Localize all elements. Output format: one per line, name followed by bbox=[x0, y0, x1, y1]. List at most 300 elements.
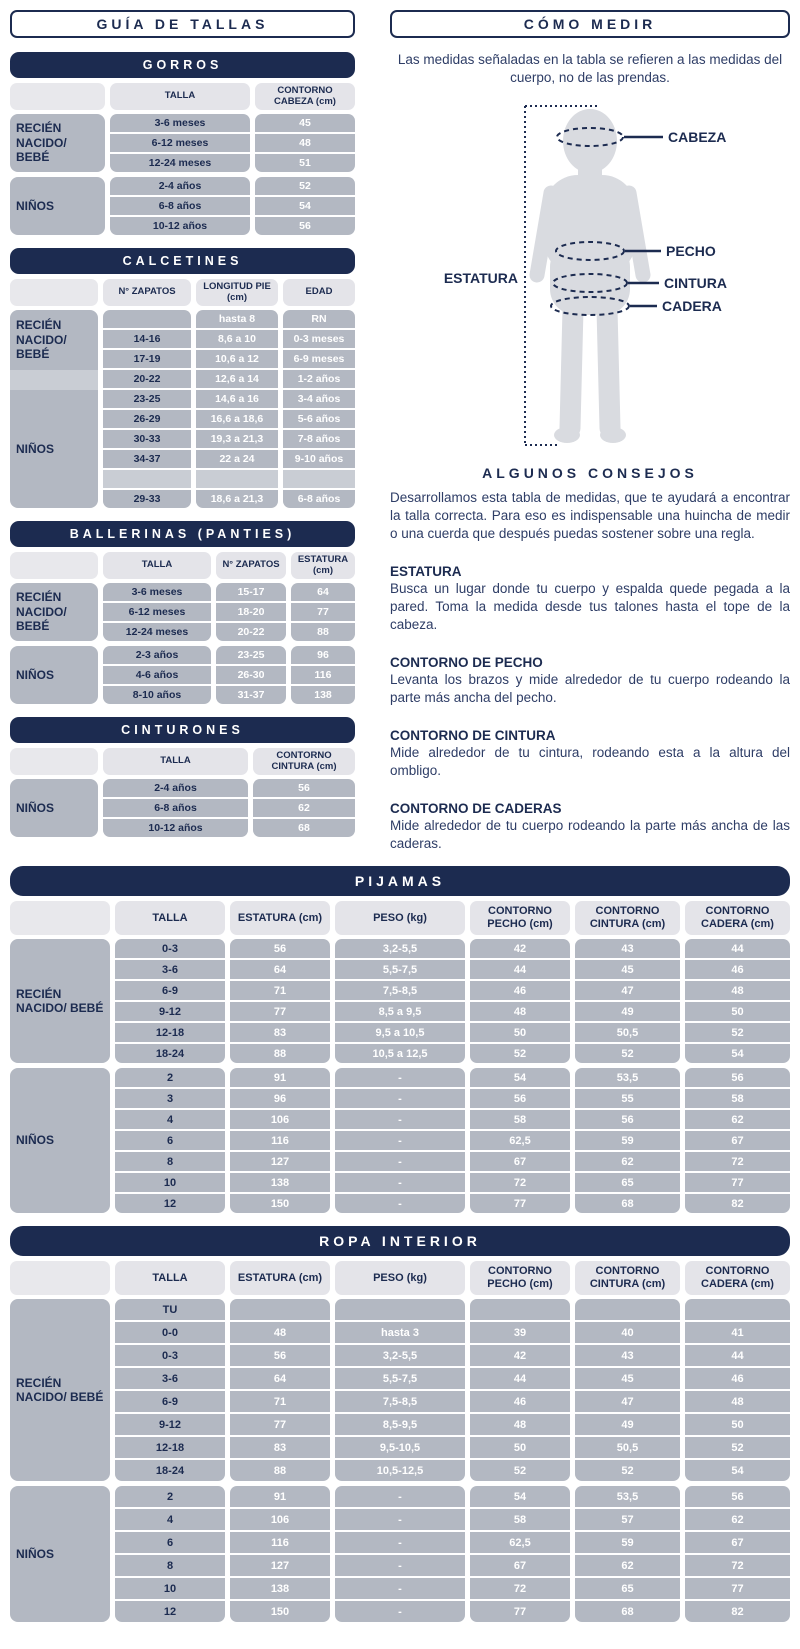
table-cell: 44 bbox=[470, 1368, 570, 1389]
calcetines-group-0 bbox=[10, 310, 355, 508]
ropa_interior-colhead: CONTORNO CINTURA (cm) bbox=[575, 1261, 680, 1295]
pijamas-column-headers bbox=[10, 901, 790, 935]
table-cell: 77 bbox=[685, 1578, 790, 1599]
table-cell: 12,6 a 14 bbox=[196, 370, 278, 388]
table-cell: 55 bbox=[575, 1089, 680, 1108]
table-cell: 48 bbox=[255, 134, 355, 152]
table-cell: 7,5-8,5 bbox=[335, 1391, 465, 1412]
table-cell: 54 bbox=[470, 1486, 570, 1507]
pijamas-colhead: ESTATURA (cm) bbox=[230, 901, 330, 935]
table-cell: 52 bbox=[575, 1460, 680, 1481]
table-cell: 18,6 a 21,3 bbox=[196, 490, 278, 508]
table-cell: 4 bbox=[115, 1110, 225, 1129]
table-cell: 46 bbox=[685, 960, 790, 979]
table-cell: 2 bbox=[115, 1068, 225, 1087]
body-diagram bbox=[390, 93, 790, 463]
table-cell: 18-20 bbox=[216, 603, 286, 621]
table-cell: 48 bbox=[470, 1002, 570, 1021]
table-cell bbox=[685, 1299, 790, 1320]
table-cell: 40 bbox=[575, 1322, 680, 1343]
table-cell: 48 bbox=[685, 1391, 790, 1412]
ballerinas-col-0-stack bbox=[103, 583, 211, 641]
pijamas-colhead: CONTORNO PECHO (cm) bbox=[470, 901, 570, 935]
ballerinas-colhead: ESTATURA (cm) bbox=[291, 552, 355, 579]
table-cell: hasta 8 bbox=[196, 310, 278, 328]
pijamas-col-5-stack bbox=[685, 1068, 790, 1213]
table-cell: 56 bbox=[685, 1486, 790, 1507]
table-cell: 46 bbox=[470, 981, 570, 1000]
table-cell: 56 bbox=[470, 1089, 570, 1108]
table-cell: 12 bbox=[115, 1194, 225, 1213]
table-cell: 65 bbox=[575, 1578, 680, 1599]
table-cell: 62 bbox=[685, 1509, 790, 1530]
table-cell: 43 bbox=[575, 939, 680, 958]
table-cell: 3-6 meses bbox=[110, 114, 250, 132]
ropa_interior-col-4-stack bbox=[575, 1486, 680, 1622]
table-cell: 56 bbox=[685, 1068, 790, 1087]
pijamas-colhead: TALLA bbox=[115, 901, 225, 935]
table-cell: 150 bbox=[230, 1194, 330, 1213]
table-cell: 12-24 meses bbox=[103, 623, 211, 641]
table-cell: - bbox=[335, 1194, 465, 1213]
table-cell: 5,5-7,5 bbox=[335, 960, 465, 979]
table-cell bbox=[335, 1299, 465, 1320]
table-cell: - bbox=[335, 1068, 465, 1087]
ropa_interior-colhead: PESO (kg) bbox=[335, 1261, 465, 1295]
table-cell: 50,5 bbox=[575, 1437, 680, 1458]
table-cell: 48 bbox=[230, 1322, 330, 1343]
pijamas-col-2-stack bbox=[335, 1068, 465, 1213]
table-cell: 14,6 a 16 bbox=[196, 390, 278, 408]
consejos-text: Desarrollamos esta tabla de medidas, que te ayudará a encontrar la talla correcta. Para eso es indispensable una huincha de medir o una cuerda que después puedas sostener sobre una regla. bbox=[390, 490, 790, 542]
table-cell: 9,5-10,5 bbox=[335, 1437, 465, 1458]
ropa_interior-group-1 bbox=[10, 1486, 790, 1622]
cinturones-colhead: CONTORNO CINTURA (cm) bbox=[253, 748, 355, 775]
table-cell: 8,5 a 9,5 bbox=[335, 1002, 465, 1021]
pijamas-colhead: CONTORNO CINTURA (cm) bbox=[575, 901, 680, 935]
table-cell: 65 bbox=[575, 1173, 680, 1192]
pijamas-col-0-stack bbox=[115, 939, 225, 1063]
ropa_interior-group-label: NIÑOS bbox=[10, 1486, 110, 1622]
table-cell bbox=[575, 1299, 680, 1320]
section-contorno-caderas bbox=[390, 801, 790, 853]
table-cell: 150 bbox=[230, 1601, 330, 1622]
table-cell: 82 bbox=[685, 1601, 790, 1622]
table-cell: 23-25 bbox=[216, 646, 286, 664]
table-cell: 3,2-5,5 bbox=[335, 939, 465, 958]
gorros-section-header: GORROS bbox=[10, 52, 355, 78]
table-cell: - bbox=[335, 1152, 465, 1171]
table-cell: 106 bbox=[230, 1509, 330, 1530]
table-cell: 9-12 bbox=[115, 1002, 225, 1021]
pijamas-col-4-stack bbox=[575, 939, 680, 1063]
table-cell: 45 bbox=[255, 114, 355, 132]
table-cell: 6-9 bbox=[115, 981, 225, 1000]
table-cell: 64 bbox=[291, 583, 355, 601]
table-cell: 2 bbox=[115, 1486, 225, 1507]
left-column bbox=[10, 10, 355, 837]
table-cell: 20-22 bbox=[103, 370, 191, 388]
table-cell: 138 bbox=[230, 1173, 330, 1192]
calcetines-group-label bbox=[10, 370, 98, 390]
ropa_interior-col-5-stack bbox=[685, 1486, 790, 1622]
left-tables bbox=[10, 52, 355, 837]
table-cell: 68 bbox=[575, 1601, 680, 1622]
calcetines-colhead: LONGITUD PIE (cm) bbox=[196, 279, 278, 306]
ropa_interior-col-5-stack bbox=[685, 1299, 790, 1481]
section-contorno-pecho-heading: CONTORNO DE PECHO bbox=[390, 655, 543, 671]
table-cell: 52 bbox=[685, 1437, 790, 1458]
table-cell: 26-29 bbox=[103, 410, 191, 428]
table-cell: 138 bbox=[230, 1578, 330, 1599]
table-cell: 39 bbox=[470, 1322, 570, 1343]
table-cell: RN bbox=[283, 310, 355, 328]
pijamas-group-label: NIÑOS bbox=[10, 1068, 110, 1213]
table-cell: 3-6 meses bbox=[103, 583, 211, 601]
table-cell: 58 bbox=[470, 1509, 570, 1530]
table-cell: 1-2 años bbox=[283, 370, 355, 388]
table-cell: 2-4 años bbox=[110, 177, 250, 195]
table-cell: 8,6 a 10 bbox=[196, 330, 278, 348]
table-cell: 6 bbox=[115, 1131, 225, 1150]
table-cell: 5-6 años bbox=[283, 410, 355, 428]
pijamas-col-3-stack bbox=[470, 1068, 570, 1213]
gorros-col-0-stack bbox=[110, 114, 250, 172]
table-cell: 12-24 meses bbox=[110, 154, 250, 172]
ballerinas-col-2-stack bbox=[291, 583, 355, 641]
table-cell: 91 bbox=[230, 1486, 330, 1507]
ballerinas-col-0-stack bbox=[103, 646, 211, 704]
table-cell: 6-8 años bbox=[283, 490, 355, 508]
gorros-group-label: RECIÉN NACIDO/ BEBÉ bbox=[10, 114, 105, 172]
table-cell: 83 bbox=[230, 1437, 330, 1458]
table-cell: 14-16 bbox=[103, 330, 191, 348]
table-cell: 10,5 a 12,5 bbox=[335, 1044, 465, 1063]
table-cell: 3 bbox=[115, 1089, 225, 1108]
pijamas-group-0 bbox=[10, 939, 790, 1063]
ropa_interior-section-header: ROPA INTERIOR bbox=[10, 1226, 790, 1256]
section-contorno-cintura bbox=[390, 728, 790, 780]
cinturones-col-0-stack bbox=[103, 779, 248, 837]
cinturones-col-1-stack bbox=[253, 779, 355, 837]
table-cell: 2-3 años bbox=[103, 646, 211, 664]
table-cell: 18-24 bbox=[115, 1460, 225, 1481]
table-cell: 62 bbox=[253, 799, 355, 817]
cinturones-section-header: CINTURONES bbox=[10, 717, 355, 743]
table-cell: 50 bbox=[470, 1437, 570, 1458]
table-cell: 127 bbox=[230, 1555, 330, 1576]
ropa_interior-colhead: CONTORNO CADERA (cm) bbox=[685, 1261, 790, 1295]
table-cell: 106 bbox=[230, 1110, 330, 1129]
ballerinas-col-1-stack bbox=[216, 646, 286, 704]
ballerinas-group-0 bbox=[10, 583, 355, 641]
table-cell: 6-8 años bbox=[103, 799, 248, 817]
cabeza-label: CABEZA bbox=[668, 129, 727, 146]
gorros-group-1 bbox=[10, 177, 355, 235]
table-cell: 77 bbox=[470, 1601, 570, 1622]
table-cell: 6-12 meses bbox=[103, 603, 211, 621]
ropa_interior-col-1-stack bbox=[230, 1486, 330, 1622]
ballerinas-group-label: NIÑOS bbox=[10, 646, 98, 704]
table-cell: 88 bbox=[230, 1044, 330, 1063]
pijamas-colhead: PESO (kg) bbox=[335, 901, 465, 935]
table-cell: 2-4 años bbox=[103, 779, 248, 797]
table-cell: 52 bbox=[470, 1044, 570, 1063]
table-cell: 62,5 bbox=[470, 1532, 570, 1553]
table-cell: 0-3 meses bbox=[283, 330, 355, 348]
body-diagram-svg bbox=[390, 93, 790, 458]
ropa_interior-table bbox=[10, 1226, 790, 1622]
table-cell: 29-33 bbox=[103, 490, 191, 508]
como-medir-intro: Las medidas señaladas en la tabla se refieren a las medidas del cuerpo, no de las prendas. bbox=[397, 52, 783, 86]
ballerinas-colhead: N° ZAPATOS bbox=[216, 552, 286, 579]
ropa_interior-colhead: TALLA bbox=[115, 1261, 225, 1295]
table-cell: 12 bbox=[115, 1601, 225, 1622]
table-cell: 6-12 meses bbox=[110, 134, 250, 152]
table-cell: 52 bbox=[575, 1044, 680, 1063]
pijamas-corner-cell bbox=[10, 901, 110, 935]
table-cell: 12-18 bbox=[115, 1023, 225, 1042]
calcetines-col-0-stack bbox=[103, 310, 191, 508]
table-cell: 46 bbox=[470, 1391, 570, 1412]
table-cell: 10,6 a 12 bbox=[196, 350, 278, 368]
table-cell: 3-4 años bbox=[283, 390, 355, 408]
ropa_interior-col-1-stack bbox=[230, 1299, 330, 1481]
table-cell: 26-30 bbox=[216, 666, 286, 684]
table-cell: 18-24 bbox=[115, 1044, 225, 1063]
cinturones-corner-cell bbox=[10, 748, 98, 775]
table-cell: 4-6 años bbox=[103, 666, 211, 684]
calcetines-table bbox=[10, 248, 355, 508]
ropa_interior-col-3-stack bbox=[470, 1299, 570, 1481]
estatura-label: ESTATURA bbox=[443, 270, 518, 287]
section-contorno-pecho bbox=[390, 655, 790, 707]
cinturones-group-label: NIÑOS bbox=[10, 779, 98, 837]
table-cell: 51 bbox=[255, 154, 355, 172]
table-cell: 54 bbox=[685, 1460, 790, 1481]
section-estatura-heading: ESTATURA bbox=[390, 564, 462, 580]
table-cell: 77 bbox=[470, 1194, 570, 1213]
table-cell: 16,6 a 18,6 bbox=[196, 410, 278, 428]
pecho-label: PECHO bbox=[666, 243, 716, 260]
ropa_interior-col-0-stack bbox=[115, 1299, 225, 1481]
table-cell: 31-37 bbox=[216, 686, 286, 704]
table-cell: 71 bbox=[230, 981, 330, 1000]
table-cell: 77 bbox=[230, 1414, 330, 1435]
table-cell: 48 bbox=[685, 981, 790, 1000]
table-cell: 9-12 bbox=[115, 1414, 225, 1435]
page-title: GUÍA DE TALLAS bbox=[10, 10, 355, 38]
table-cell: 8-10 años bbox=[103, 686, 211, 704]
table-cell: 67 bbox=[685, 1131, 790, 1150]
table-cell: 59 bbox=[575, 1131, 680, 1150]
table-cell: 44 bbox=[685, 939, 790, 958]
full-width-tables bbox=[10, 853, 790, 1622]
table-cell: 44 bbox=[470, 960, 570, 979]
cintura-label: CINTURA bbox=[664, 275, 727, 292]
table-cell: 67 bbox=[470, 1152, 570, 1171]
table-cell: 58 bbox=[685, 1089, 790, 1108]
table-cell bbox=[103, 310, 191, 328]
consejos-title: ALGUNOS CONSEJOS bbox=[482, 465, 698, 482]
table-cell: 47 bbox=[575, 1391, 680, 1412]
pijamas-section-header: PIJAMAS bbox=[10, 866, 790, 896]
table-cell: 8,5-9,5 bbox=[335, 1414, 465, 1435]
section-estatura-text: Busca un lugar donde tu cuerpo y espalda quede pegada a la pared. Toma la medida desde tus talones hasta el tope de la cabeza. bbox=[390, 581, 790, 633]
table-cell: 72 bbox=[470, 1578, 570, 1599]
table-cell: 54 bbox=[470, 1068, 570, 1087]
table-cell: 71 bbox=[230, 1391, 330, 1412]
table-cell: 43 bbox=[575, 1345, 680, 1366]
table-cell: 52 bbox=[470, 1460, 570, 1481]
table-cell: 6 bbox=[115, 1532, 225, 1553]
table-cell: 67 bbox=[470, 1555, 570, 1576]
table-cell: 56 bbox=[230, 1345, 330, 1366]
ropa_interior-col-0-stack bbox=[115, 1486, 225, 1622]
table-cell: 23-25 bbox=[103, 390, 191, 408]
table-cell: 6-9 bbox=[115, 1391, 225, 1412]
table-cell: - bbox=[335, 1089, 465, 1108]
table-cell: - bbox=[335, 1486, 465, 1507]
table-cell: 88 bbox=[230, 1460, 330, 1481]
child-silhouette-icon bbox=[537, 109, 643, 443]
ropa_interior-colhead: ESTATURA (cm) bbox=[230, 1261, 330, 1295]
table-cell: 56 bbox=[575, 1110, 680, 1129]
gorros-group-0 bbox=[10, 114, 355, 172]
table-cell: 82 bbox=[685, 1194, 790, 1213]
table-cell: 44 bbox=[685, 1345, 790, 1366]
table-cell: 50,5 bbox=[575, 1023, 680, 1042]
table-cell: 53,5 bbox=[575, 1486, 680, 1507]
table-cell: 48 bbox=[470, 1414, 570, 1435]
pijamas-col-1-stack bbox=[230, 939, 330, 1063]
table-cell: 49 bbox=[575, 1414, 680, 1435]
table-cell: 59 bbox=[575, 1532, 680, 1553]
table-cell: 53,5 bbox=[575, 1068, 680, 1087]
table-cell: 83 bbox=[230, 1023, 330, 1042]
ballerinas-col-1-stack bbox=[216, 583, 286, 641]
gorros-table bbox=[10, 52, 355, 235]
table-cell: 7,5-8,5 bbox=[335, 981, 465, 1000]
table-cell: 77 bbox=[230, 1002, 330, 1021]
table-cell bbox=[470, 1299, 570, 1320]
cinturones-column-headers bbox=[10, 748, 355, 775]
table-cell: - bbox=[335, 1131, 465, 1150]
right-column bbox=[390, 10, 790, 853]
ballerinas-group-1 bbox=[10, 646, 355, 704]
table-cell: - bbox=[335, 1110, 465, 1129]
table-cell bbox=[283, 470, 355, 488]
table-cell: 15-17 bbox=[216, 583, 286, 601]
table-cell: 127 bbox=[230, 1152, 330, 1171]
table-cell: 72 bbox=[470, 1173, 570, 1192]
table-cell: 34-37 bbox=[103, 450, 191, 468]
table-cell: - bbox=[335, 1555, 465, 1576]
table-cell: 62,5 bbox=[470, 1131, 570, 1150]
table-cell: 67 bbox=[685, 1532, 790, 1553]
pijamas-col-3-stack bbox=[470, 939, 570, 1063]
table-cell: 52 bbox=[685, 1023, 790, 1042]
table-cell: 42 bbox=[470, 939, 570, 958]
table-cell: 7-8 años bbox=[283, 430, 355, 448]
ropa_interior-group-0 bbox=[10, 1299, 790, 1481]
gorros-col-1-stack bbox=[255, 177, 355, 235]
pijamas-colhead: CONTORNO CADERA (cm) bbox=[685, 901, 790, 935]
table-cell: 19,3 a 21,3 bbox=[196, 430, 278, 448]
ballerinas-corner-cell bbox=[10, 552, 98, 579]
ballerinas-column-headers bbox=[10, 552, 355, 579]
table-cell: 64 bbox=[230, 1368, 330, 1389]
table-cell: 45 bbox=[575, 960, 680, 979]
table-cell: 116 bbox=[291, 666, 355, 684]
pijamas-col-2-stack bbox=[335, 939, 465, 1063]
ballerinas-group-label: RECIÉN NACIDO/ BEBÉ bbox=[10, 583, 98, 641]
table-cell: 10-12 años bbox=[110, 217, 250, 235]
pijamas-table bbox=[10, 866, 790, 1213]
table-cell: 3-6 bbox=[115, 960, 225, 979]
table-cell: 54 bbox=[685, 1044, 790, 1063]
table-cell: 62 bbox=[685, 1110, 790, 1129]
table-cell: 10,5-12,5 bbox=[335, 1460, 465, 1481]
table-cell: 12-18 bbox=[115, 1437, 225, 1458]
calcetines-group-label: NIÑOS bbox=[10, 390, 98, 508]
calcetines-col-2-stack bbox=[283, 310, 355, 508]
gorros-colhead: CONTORNO CABEZA (cm) bbox=[255, 83, 355, 110]
ropa_interior-column-headers bbox=[10, 1261, 790, 1295]
table-cell: 116 bbox=[230, 1532, 330, 1553]
table-cell: 56 bbox=[255, 217, 355, 235]
table-cell: 62 bbox=[575, 1555, 680, 1576]
section-contorno-cintura-heading: CONTORNO DE CINTURA bbox=[390, 728, 556, 744]
calcetines-corner-cell bbox=[10, 279, 98, 306]
table-cell: 96 bbox=[230, 1089, 330, 1108]
cinturones-group-0 bbox=[10, 779, 355, 837]
table-cell: 49 bbox=[575, 1002, 680, 1021]
pijamas-group-label: RECIÉN NACIDO/ BEBÉ bbox=[10, 939, 110, 1063]
ballerinas-section-header: BALLERINAS (PANTIES) bbox=[10, 521, 355, 547]
table-cell: 57 bbox=[575, 1509, 680, 1530]
table-cell: 22 a 24 bbox=[196, 450, 278, 468]
table-cell: - bbox=[335, 1509, 465, 1530]
table-cell: - bbox=[335, 1601, 465, 1622]
table-cell: 5,5-7,5 bbox=[335, 1368, 465, 1389]
section-contorno-caderas-text: Mide alrededor de tu cuerpo rodeando la parte más ancha de las caderas. bbox=[390, 817, 790, 851]
table-cell: 72 bbox=[685, 1152, 790, 1171]
table-cell: 62 bbox=[575, 1152, 680, 1171]
table-cell: 3,2-5,5 bbox=[335, 1345, 465, 1366]
ballerinas-colhead: TALLA bbox=[103, 552, 211, 579]
table-cell: 9,5 a 10,5 bbox=[335, 1023, 465, 1042]
pijamas-col-1-stack bbox=[230, 1068, 330, 1213]
table-cell: hasta 3 bbox=[335, 1322, 465, 1343]
gorros-colhead: TALLA bbox=[110, 83, 250, 110]
ropa_interior-corner-cell bbox=[10, 1261, 110, 1295]
table-cell: 4 bbox=[115, 1509, 225, 1530]
table-cell: 64 bbox=[230, 960, 330, 979]
gorros-col-0-stack bbox=[110, 177, 250, 235]
ropa_interior-col-2-stack bbox=[335, 1299, 465, 1481]
ropa_interior-col-4-stack bbox=[575, 1299, 680, 1481]
pijamas-col-4-stack bbox=[575, 1068, 680, 1213]
ropa_interior-colhead: CONTORNO PECHO (cm) bbox=[470, 1261, 570, 1295]
table-cell: 8 bbox=[115, 1152, 225, 1171]
table-cell: 68 bbox=[575, 1194, 680, 1213]
table-cell: - bbox=[335, 1532, 465, 1553]
table-cell: 88 bbox=[291, 623, 355, 641]
pijamas-col-5-stack bbox=[685, 939, 790, 1063]
table-cell: 56 bbox=[230, 939, 330, 958]
table-cell: 20-22 bbox=[216, 623, 286, 641]
